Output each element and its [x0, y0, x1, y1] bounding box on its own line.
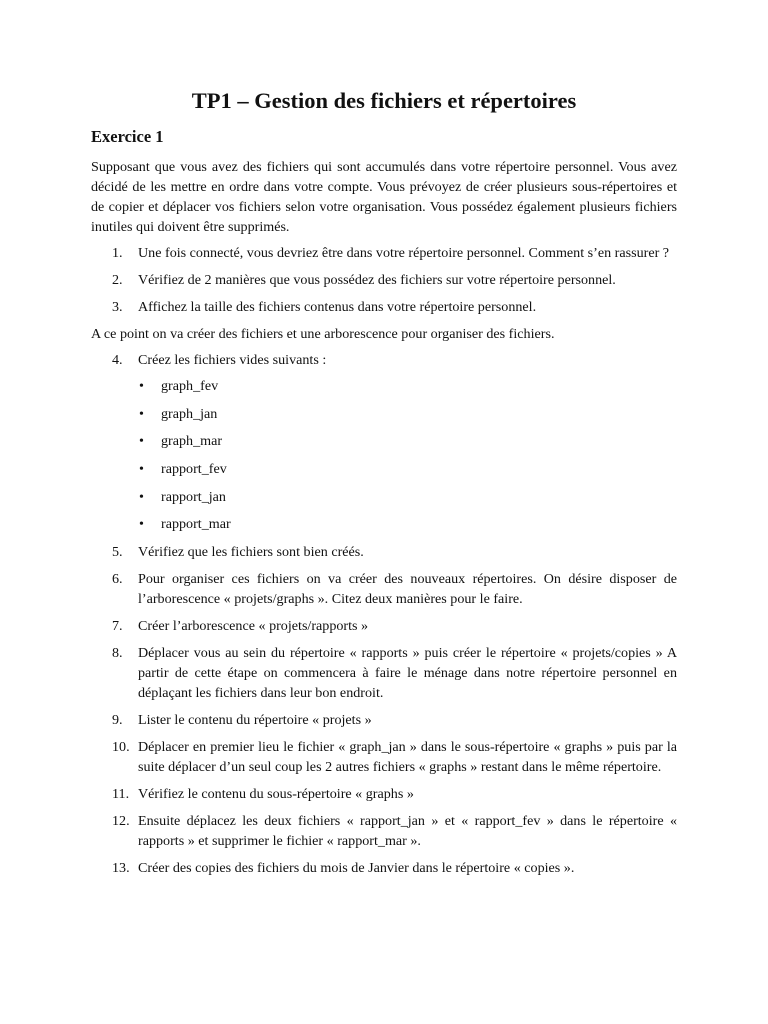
list-item	[91, 350, 677, 534]
list-item	[91, 297, 677, 317]
list-item	[91, 710, 677, 730]
step-number: 6.	[112, 571, 123, 588]
step-text: Déplacer vous au sein du répertoire « rapports » puis créer le répertoire « projets/copies » A partir de cette étape on commencera à faire le ménage dans notre répertoire personnel en déplaçant les fichiers dans leur bon endroit.	[138, 645, 677, 702]
step-number: 8.	[112, 645, 123, 662]
step-text: Vérifiez de 2 manières que vous possédez des fichiers sur votre répertoire personnel.	[138, 272, 616, 288]
list-item	[91, 542, 677, 562]
list-item	[91, 243, 677, 263]
transition-paragraph: A ce point on va créer des fichiers et une arborescence pour organiser des fichiers.	[91, 326, 555, 342]
step-text: Créer l’arborescence « projets/rapports »	[138, 618, 369, 635]
step-text: Déplacer en premier lieu le fichier « graph_jan » dans le sous-répertoire « graphs » puis par la suite déplacer d’un seul coup les 2 autres fichiers « graphs » restant dans le même répertoire.	[138, 739, 677, 776]
file-list-item: • graph_fev	[138, 376, 677, 396]
step-text: Créez les fichiers vides suivants :	[138, 352, 327, 368]
step-text: Vérifiez le contenu du sous-répertoire « graphs »	[138, 786, 414, 803]
step-number: 10.	[112, 739, 130, 756]
step-number: 13.	[112, 860, 130, 877]
list-item	[91, 784, 677, 804]
list-item	[91, 569, 677, 609]
step-number: 1.	[112, 245, 123, 261]
list-item	[91, 811, 677, 851]
file-list-item: • rapport_fev	[138, 459, 677, 479]
list-item	[91, 616, 677, 636]
document-title: TP1 – Gestion des fichiers et répertoires	[191, 88, 577, 113]
step-number: 3.	[112, 299, 123, 315]
step-number: 7.	[112, 618, 123, 635]
step-number: 12.	[112, 813, 130, 830]
list-item	[91, 270, 677, 290]
step-number: 4.	[112, 352, 123, 368]
steps-list-part2	[91, 350, 677, 878]
file-list-item: • graph_jan	[138, 404, 677, 424]
step-text: Créer des copies des fichiers du mois de Janvier dans le répertoire « copies ».	[138, 860, 575, 877]
step-text: Affichez la taille des fichiers contenus dans votre répertoire personnel.	[138, 299, 537, 315]
exercise-heading: Exercice 1	[91, 127, 164, 146]
step-number: 2.	[112, 272, 123, 288]
list-item	[91, 643, 677, 703]
step-number: 5.	[112, 544, 123, 561]
step-text: Pour organiser ces fichiers on va créer des nouveaux répertoires. On désire disposer de l’arborescence « projets/graphs ». Citez deux manières pour le faire.	[138, 571, 677, 608]
step-text: Vérifiez que les fichiers sont bien créés.	[138, 544, 364, 561]
steps-list-part1	[91, 243, 677, 317]
document-page	[91, 86, 677, 885]
list-item	[91, 858, 677, 878]
step-text: Lister le contenu du répertoire « projets »	[138, 712, 372, 729]
file-list-item: • rapport_jan	[138, 487, 677, 507]
step-text: Ensuite déplacez les deux fichiers « rapport_jan » et « rapport_fev » dans le répertoire « rapports » et supprimer le fichier « rapport_mar ».	[138, 813, 677, 850]
step-text: Une fois connecté, vous devriez être dans votre répertoire personnel. Comment s’en rassurer ?	[138, 245, 670, 261]
step-number: 11.	[112, 786, 130, 803]
list-item	[91, 737, 677, 777]
intro-paragraph: Supposant que vous avez des fichiers qui sont accumulés dans votre répertoire personnel. Vous avez décidé de les mettre en ordre dans votre compte. Vous prévoyez de créer plusieurs sous-répertoires et de copier et déplacer vos fichiers selon votre organisation. Vous possédez également plusieurs fichiers inutiles qui doivent être supprimés.	[91, 159, 677, 235]
file-list	[138, 376, 677, 534]
file-list-item: • graph_mar	[138, 431, 677, 451]
file-list-item: • rapport_mar	[138, 514, 677, 534]
step-number: 9.	[112, 712, 123, 729]
